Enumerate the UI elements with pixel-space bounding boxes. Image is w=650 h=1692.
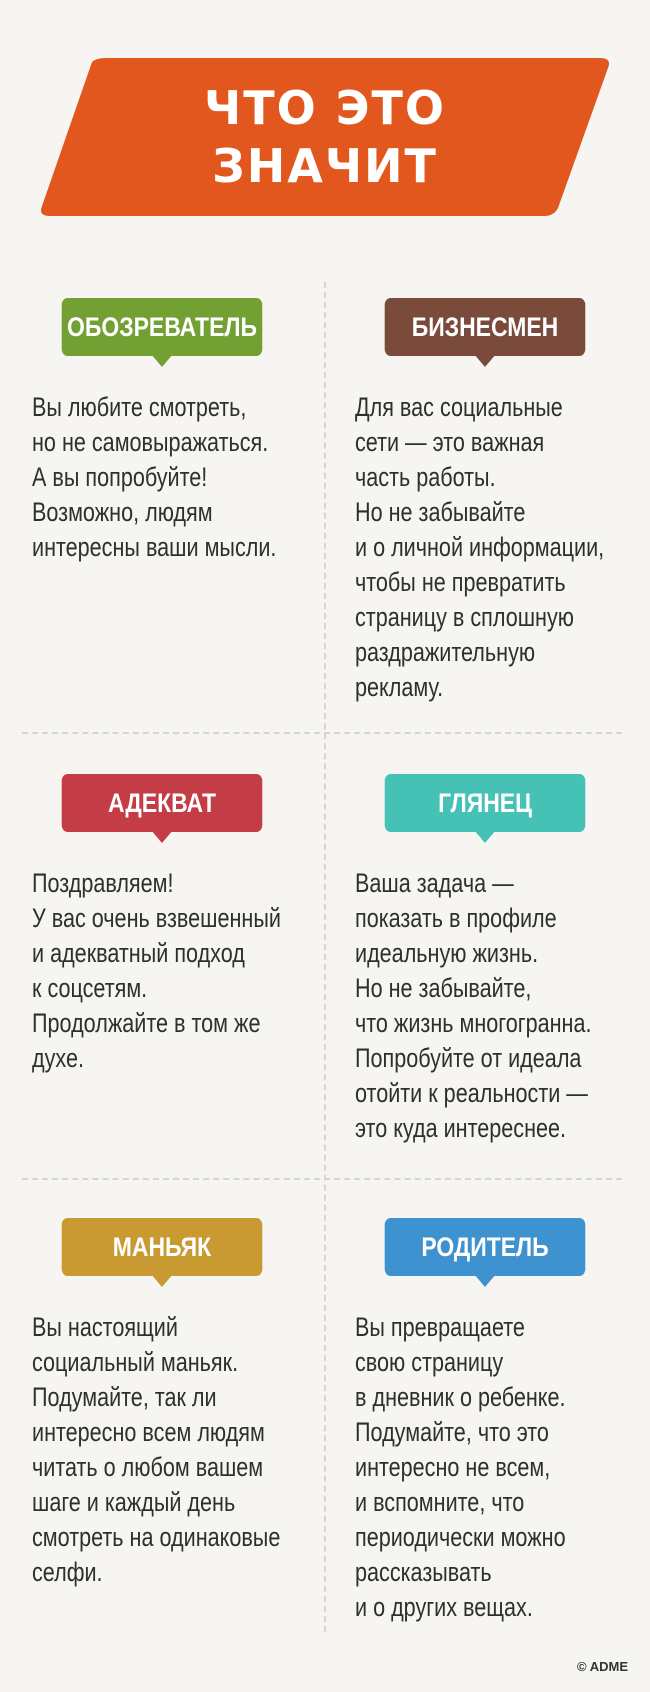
card-text: Вы любите смотреть, но не самовыражаться. А вы попробуйте! Возможно, людям интересны ваши мысли.	[32, 392, 277, 562]
card-text: Ваша задача — показать в профиле идеальную жизнь. Но не забывайте, что жизнь многогранна. Попробуйте от идеала отойти к реальности — это куда интереснее.	[355, 868, 592, 1143]
card-text: Вы превращаете свою страницу в дневник о ребенке. Подумайте, что это интересно не всем, и вспомните, что периодически можно рассказывать и о других вещах.	[355, 1312, 566, 1622]
card-badge: БИЗНЕСМЕН	[385, 298, 586, 356]
card-badge: РОДИТЕЛЬ	[385, 1218, 586, 1276]
title-banner	[40, 58, 610, 216]
card-badge: АДЕКВАТ	[62, 774, 263, 832]
card-badge: ГЛЯНЕЦ	[385, 774, 586, 832]
page-title-line-1: ЧТО ЭТО	[204, 81, 446, 135]
card-text: Для вас социальные сети — это важная часть работы. Но не забывайте и о личной информации, чтобы не превратить страницу в сплошную раздражительную рекламу.	[355, 392, 605, 702]
card-badge: ОБОЗРЕВАТЕЛЬ	[62, 298, 263, 356]
horizontal-divider-1	[22, 732, 622, 734]
copyright-label: © ADME	[577, 1659, 628, 1674]
card-text: Вы настоящий социальный маньяк. Подумайте, так ли интересно всем людям читать о любом вашем шаге и каждый день смотреть на одинаковые селфи.	[32, 1312, 281, 1587]
page-title	[40, 58, 610, 216]
card-text: Поздравляем! У вас очень взвешенный и адекватный подход к соцсетям. Продолжайте в том же духе.	[32, 868, 281, 1073]
card-badge: МАНЬЯК	[62, 1218, 263, 1276]
page-title-line-2: ЗНАЧИТ	[212, 139, 438, 193]
vertical-divider	[324, 282, 326, 1632]
horizontal-divider-2	[22, 1178, 622, 1180]
